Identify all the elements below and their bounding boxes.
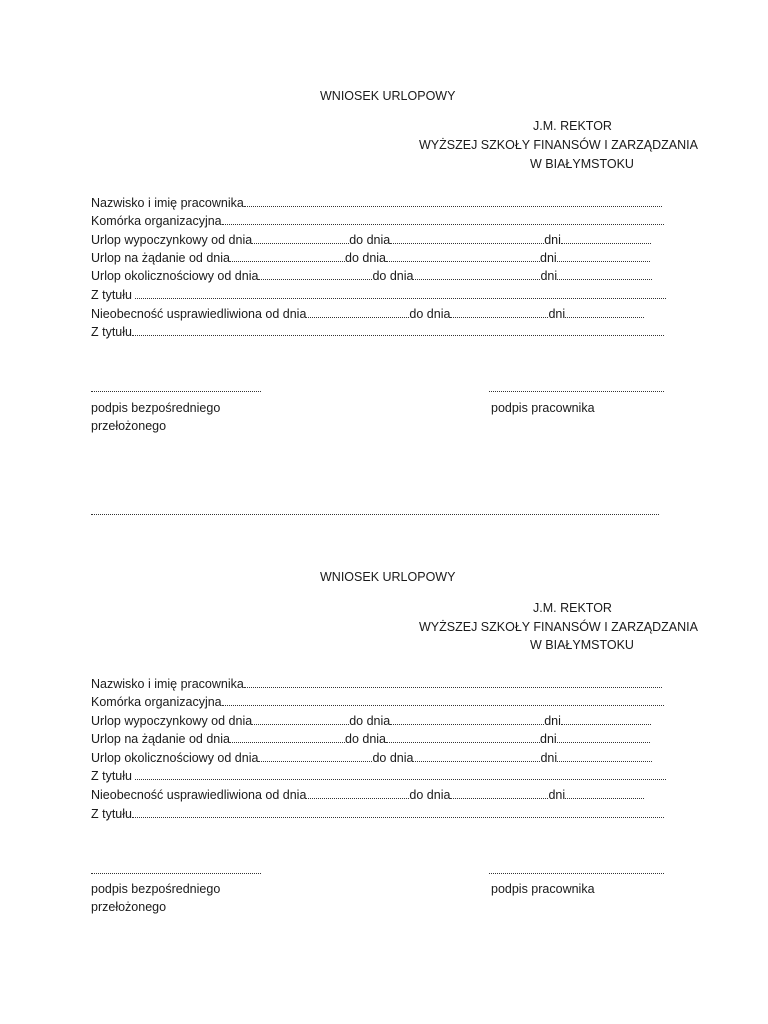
field-unit-blank[interactable]: [222, 222, 664, 225]
field-leave-rest-days-blank[interactable]: [561, 241, 651, 244]
addressee-line-2: WYŻSZEJ SZKOŁY FINANSÓW I ZARZĄDZANIA: [419, 620, 698, 634]
addressee-line-1: J.M. REKTOR: [533, 119, 612, 133]
field-title-b-row: [91, 806, 664, 822]
field-absence-label: Nieobecność usprawiedliwiona od dnia: [91, 307, 307, 321]
field-title-b-label: Z tytułu: [91, 807, 132, 821]
addressee-line-3: W BIAŁYMSTOKU: [530, 157, 634, 171]
field-name-row: [91, 676, 662, 692]
days-label: dni: [548, 788, 566, 802]
supervisor-signature-blank[interactable]: [91, 389, 261, 392]
employee-signature-blank[interactable]: [489, 389, 664, 392]
field-leave-occasional-label: Urlop okolicznościowy od dnia: [91, 269, 259, 283]
field-title-a-blank[interactable]: [135, 296, 666, 299]
field-title-b-blank[interactable]: [132, 333, 664, 336]
field-leave-demand-to-blank[interactable]: [386, 259, 540, 262]
field-title-a-label: Z tytułu: [91, 769, 136, 783]
field-leave-occasional-label: Urlop okolicznościowy od dnia: [91, 751, 259, 765]
addressee-line-2: WYŻSZEJ SZKOŁY FINANSÓW I ZARZĄDZANIA: [419, 138, 698, 152]
field-leave-demand-from-blank[interactable]: [230, 740, 345, 743]
supervisor-signature-line[interactable]: [91, 862, 261, 878]
field-absence-label: Nieobecność usprawiedliwiona od dnia: [91, 788, 307, 802]
field-absence-from-blank[interactable]: [306, 315, 409, 318]
field-leave-occasional-days-blank[interactable]: [557, 759, 652, 762]
form-title: WNIOSEK URLOPOWY: [320, 570, 456, 584]
field-name-label: Nazwisko i imię pracownika: [91, 196, 244, 210]
field-unit-label: Komórka organizacyjna: [91, 214, 222, 228]
field-leave-rest-row: [91, 232, 651, 248]
field-absence-to-blank[interactable]: [450, 315, 548, 318]
field-title-b-label: Z tytułu: [91, 325, 132, 339]
field-absence-days-blank[interactable]: [565, 315, 644, 318]
field-leave-rest-days-blank[interactable]: [561, 722, 651, 725]
days-label: dni: [540, 251, 557, 265]
days-label: dni: [540, 751, 558, 765]
supervisor-signature-label-1: podpis bezpośredniego: [91, 882, 221, 896]
field-leave-demand-label: Urlop na żądanie od dnia: [91, 732, 230, 746]
to-day-label: do dnia: [409, 307, 451, 321]
field-leave-rest-to-blank[interactable]: [390, 241, 544, 244]
days-label: dni: [540, 269, 558, 283]
supervisor-signature-label-2: przełożonego: [91, 900, 167, 914]
to-day-label: do dnia: [409, 788, 451, 802]
field-leave-rest-row: [91, 713, 651, 729]
field-leave-occasional-to-blank[interactable]: [413, 759, 540, 762]
field-absence-row: [91, 306, 644, 322]
field-leave-occasional-row: [91, 268, 652, 284]
supervisor-signature-label-2: przełożonego: [91, 419, 167, 433]
supervisor-signature-blank[interactable]: [91, 871, 261, 874]
field-leave-rest-from-blank[interactable]: [252, 241, 349, 244]
field-leave-demand-to-blank[interactable]: [386, 740, 540, 743]
days-label: dni: [544, 714, 561, 728]
field-leave-demand-label: Urlop na żądanie od dnia: [91, 251, 230, 265]
field-name-row: [91, 195, 662, 211]
to-day-label: do dnia: [349, 233, 391, 247]
field-absence-from-blank[interactable]: [306, 796, 409, 799]
field-title-b-row: [91, 324, 664, 340]
employee-signature-line[interactable]: [489, 862, 664, 878]
field-unit-row: [91, 213, 664, 229]
days-label: dni: [540, 732, 557, 746]
to-day-label: do dnia: [349, 714, 391, 728]
field-name-blank[interactable]: [244, 685, 662, 688]
field-leave-occasional-from-blank[interactable]: [258, 759, 372, 762]
field-name-label: Nazwisko i imię pracownika: [91, 677, 244, 691]
field-absence-days-blank[interactable]: [565, 796, 644, 799]
supervisor-signature-line[interactable]: [91, 380, 261, 396]
addressee-line-3: W BIAŁYMSTOKU: [530, 638, 634, 652]
to-day-label: do dnia: [345, 251, 387, 265]
field-leave-demand-from-blank[interactable]: [230, 259, 345, 262]
field-leave-demand-row: [91, 731, 650, 747]
field-leave-occasional-to-blank[interactable]: [413, 277, 540, 280]
field-title-b-blank[interactable]: [132, 815, 664, 818]
field-leave-occasional-row: [91, 750, 652, 766]
to-day-label: do dnia: [345, 732, 387, 746]
to-day-label: do dnia: [372, 751, 414, 765]
cut-line-separator: [91, 514, 659, 515]
field-title-a-label: Z tytułu: [91, 288, 136, 302]
employee-signature-label: podpis pracownika: [491, 401, 595, 415]
field-title-a-row: [91, 287, 666, 303]
field-unit-label: Komórka organizacyjna: [91, 695, 222, 709]
field-unit-blank[interactable]: [222, 703, 664, 706]
field-leave-demand-row: [91, 250, 650, 266]
field-leave-rest-from-blank[interactable]: [252, 722, 349, 725]
field-absence-to-blank[interactable]: [450, 796, 548, 799]
employee-signature-blank[interactable]: [489, 871, 664, 874]
field-leave-demand-days-blank[interactable]: [557, 740, 650, 743]
field-leave-rest-label: Urlop wypoczynkowy od dnia: [91, 233, 253, 247]
addressee-line-1: J.M. REKTOR: [533, 601, 612, 615]
field-leave-occasional-from-blank[interactable]: [258, 277, 372, 280]
form-title: WNIOSEK URLOPOWY: [320, 89, 456, 103]
employee-signature-label: podpis pracownika: [491, 882, 595, 896]
employee-signature-line[interactable]: [489, 380, 664, 396]
to-day-label: do dnia: [372, 269, 414, 283]
field-absence-row: [91, 787, 644, 803]
field-leave-demand-days-blank[interactable]: [557, 259, 650, 262]
field-leave-occasional-days-blank[interactable]: [557, 277, 652, 280]
field-unit-row: [91, 694, 664, 710]
field-leave-rest-to-blank[interactable]: [390, 722, 544, 725]
days-label: dni: [548, 307, 566, 321]
field-title-a-row: [91, 768, 666, 784]
field-title-a-blank[interactable]: [135, 777, 666, 780]
field-leave-rest-label: Urlop wypoczynkowy od dnia: [91, 714, 253, 728]
supervisor-signature-label-1: podpis bezpośredniego: [91, 401, 221, 415]
field-name-blank[interactable]: [244, 204, 662, 207]
days-label: dni: [544, 233, 561, 247]
